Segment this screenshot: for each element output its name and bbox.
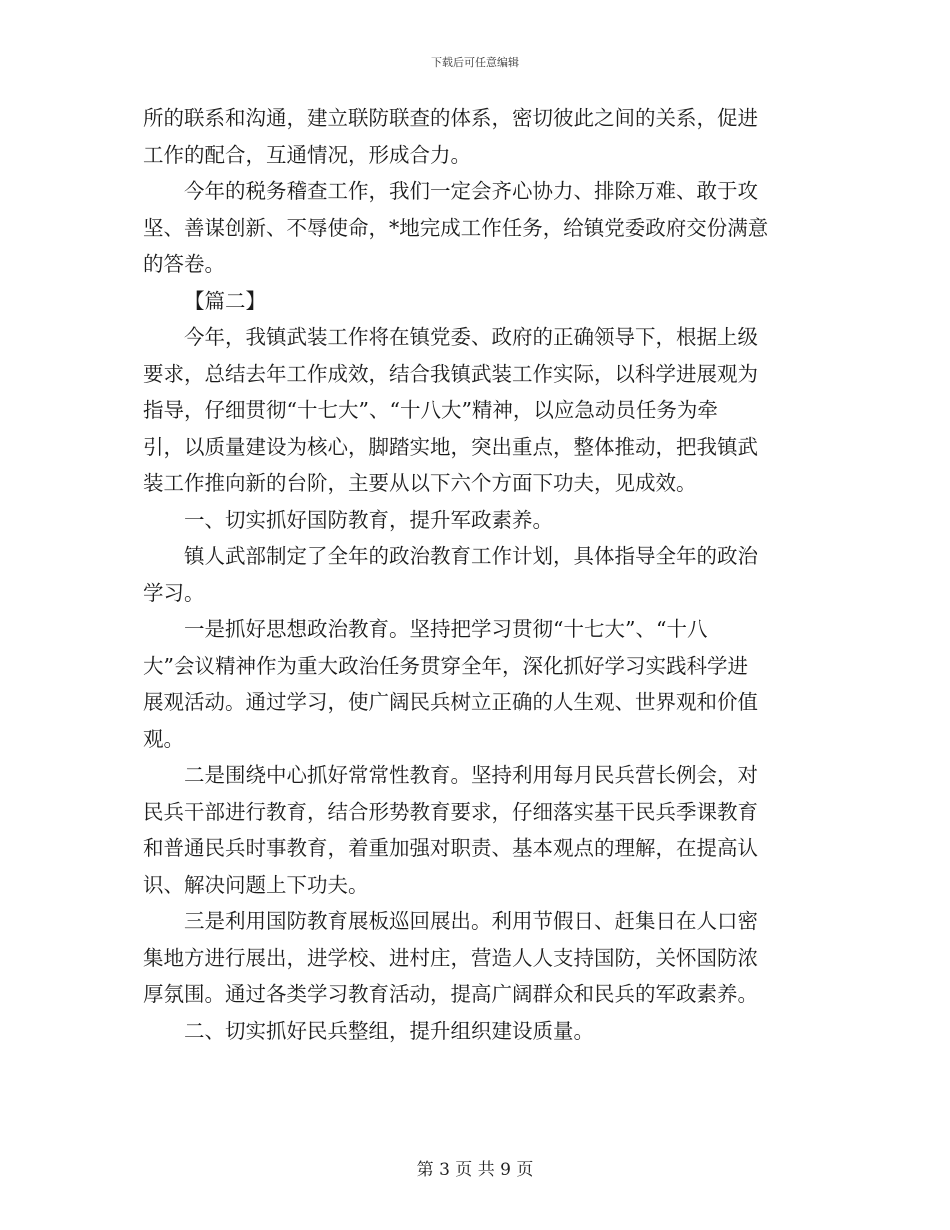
text-line: 【篇二】 xyxy=(184,288,266,313)
text-line: 大”会议精神作为重大政治任务贯穿全年，深化抓好学习实践科学进 xyxy=(143,653,748,678)
text-line: 学习。 xyxy=(143,580,205,605)
text-line: 今年的税务稽查工作，我们一定会齐心协力、排除万难、敢于攻 xyxy=(184,179,758,203)
header-note: 下载后可任意编辑 xyxy=(431,56,519,69)
text-line: 集地方进行展出，进学校、进村庄，营造人人支持国防，关怀国防浓 xyxy=(143,945,758,970)
text-line: 一是抓好思想政治教育。坚持把学习贯彻“十七大”、“十八 xyxy=(184,617,708,641)
text-line: 观。 xyxy=(143,726,184,751)
text-line: 工作的配合，互通情况，形成合力。 xyxy=(143,142,471,167)
text-line: 民兵干部进行教育，结合形势教育要求，仔细落实基干民兵季课教育 xyxy=(143,799,758,824)
text-line: 指导，仔细贯彻“十七大”、“十八大”精神，以应急动员任务为牵 xyxy=(143,398,718,422)
text-line: 坚、善谋创新、不辱使命，*地完成工作任务，给镇党委政府交份满意 xyxy=(143,215,769,240)
text-line: 识、解决问题上下功夫。 xyxy=(143,872,369,897)
page-number: 第 3 页 共 9 页 xyxy=(416,1160,534,1180)
text-line: 二、切实抓好民兵整组，提升组织建设质量。 xyxy=(184,1018,594,1043)
text-line: 装工作推向新的台阶，主要从以下六个方面下功夫，见成效。 xyxy=(143,471,697,495)
text-line: 要求，总结去年工作成效，结合我镇武装工作实际，以科学进展观为 xyxy=(143,361,758,386)
text-line: 展观活动。通过学习，使广阔民兵树立正确的人生观、世界观和价值 xyxy=(143,690,758,714)
text-line: 和普通民兵时事教育，着重加强对职责、基本观点的理解，在提高认 xyxy=(143,836,758,860)
text-line: 一、切实抓好国防教育，提升军政素养。 xyxy=(184,507,553,532)
text-line: 镇人武部制定了全年的政治教育工作计划，具体指导全年的政治 xyxy=(184,544,758,568)
text-line: 厚氛围。通过各类学习教育活动，提高广阔群众和民兵的军政素养。 xyxy=(143,982,758,1006)
text-line: 三是利用国防教育展板巡回展出。利用节假日、赶集日在人口密 xyxy=(184,909,758,933)
text-line: 今年，我镇武装工作将在镇党委、政府的正确领导下，根据上级 xyxy=(184,325,758,349)
page-footer xyxy=(0,1155,950,1180)
text-line: 的答卷。 xyxy=(143,252,225,276)
text-line: 所的联系和沟通，建立联防联查的体系，密切彼此之间的关系，促进 xyxy=(143,106,758,130)
text-line: 引，以质量建设为核心，脚踏实地，突出重点，整体推动，把我镇武 xyxy=(143,434,758,459)
text-line: 二是围绕中心抓好常常性教育。坚持利用每月民兵营长例会，对 xyxy=(184,763,758,787)
document-body xyxy=(143,100,803,1049)
